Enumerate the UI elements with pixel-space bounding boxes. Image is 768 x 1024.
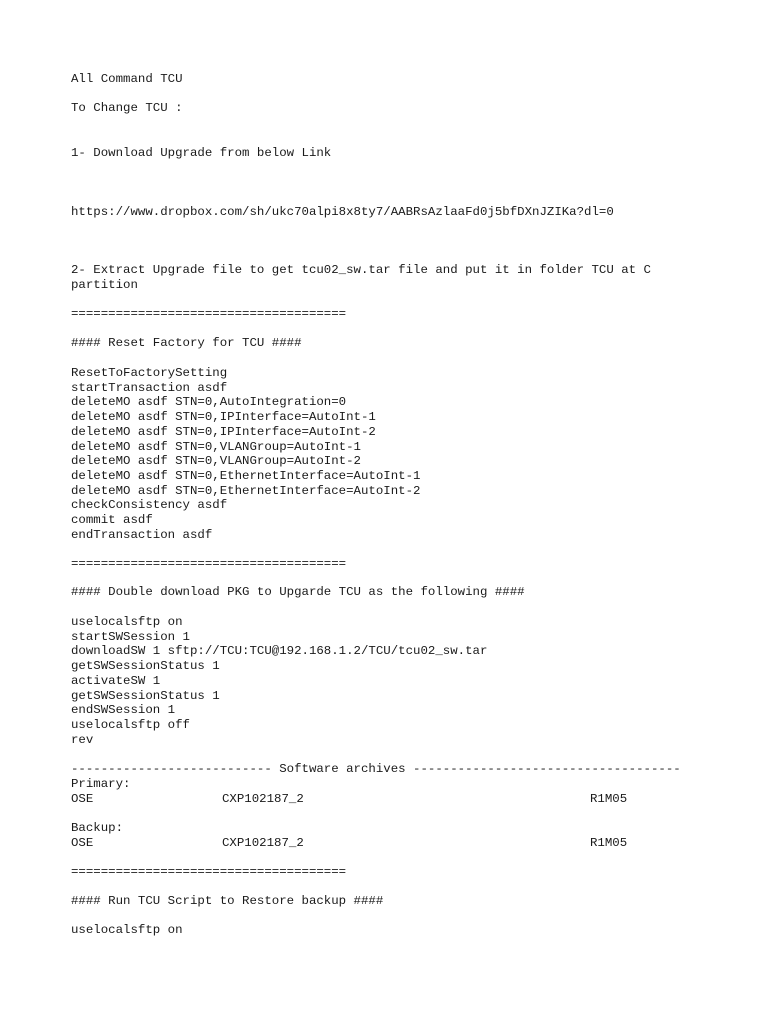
command-line: commit asdf	[71, 513, 153, 527]
command-line: deleteMO asdf STN=0,EthernetInterface=AutoInt-2	[71, 483, 421, 498]
archive-product: CXP102187_2	[222, 835, 304, 850]
download-section-header: #### Double download PKG to Upgarde TCU as the following ####	[71, 585, 525, 599]
reset-section-header: #### Reset Factory for TCU ####	[71, 336, 302, 350]
separator-line: =====================================	[71, 557, 347, 571]
command-line: startSWSession 1	[71, 629, 190, 644]
separator-line: =====================================	[71, 865, 347, 879]
command-line: getSWSessionStatus 1	[71, 659, 220, 674]
command-line: deleteMO asdf STN=0,IPInterface=AutoInt-1	[71, 410, 376, 425]
command-line: uselocalsftp on	[71, 615, 183, 629]
document-title: All Command TCU	[71, 72, 183, 86]
step-2-line-2: partition	[71, 278, 138, 292]
archive-product: CXP102187_2	[222, 791, 304, 806]
step-2-line-1: 2- Extract Upgrade file to get tcu02_sw.tar file and put it in folder TCU at C	[71, 263, 651, 277]
download-link: https://www.dropbox.com/sh/ukc70alpi8x8ty7/AABRsAzlaaFd0j5bfDXnJZIKa?dl=0	[71, 205, 614, 219]
command-line: getSWSessionStatus 1	[71, 688, 220, 703]
command-line: uselocalsftp off	[71, 717, 190, 732]
primary-label: Primary:	[71, 777, 131, 791]
command-line: activateSW 1	[71, 673, 161, 688]
command-line: deleteMO asdf STN=0,EthernetInterface=AutoInt-1	[71, 468, 421, 483]
command-line: deleteMO asdf STN=0,AutoIntegration=0	[71, 395, 347, 410]
command-line: downloadSW 1 sftp://TCU:TCU@192.168.1.2/TCU/tcu02_sw.tar	[71, 644, 488, 659]
restore-section-header: #### Run TCU Script to Restore backup ####	[71, 894, 384, 908]
archive-name: OSE	[71, 835, 94, 850]
command-line: endSWSession 1	[71, 703, 176, 718]
command-line: deleteMO asdf STN=0,IPInterface=AutoInt-2	[71, 424, 376, 439]
command-line: deleteMO asdf STN=0,VLANGroup=AutoInt-1	[71, 439, 361, 454]
archive-revision: R1M05	[590, 835, 628, 850]
command-line: checkConsistency asdf	[71, 498, 228, 513]
command-line: startTransaction asdf	[71, 380, 228, 395]
archive-name: OSE	[71, 791, 94, 806]
command-line: ResetToFactorySetting	[71, 366, 228, 380]
backup-archive-row	[71, 836, 711, 851]
command-line: uselocalsftp on	[71, 923, 183, 937]
backup-label: Backup:	[71, 821, 124, 835]
command-line: endTransaction asdf	[71, 527, 213, 542]
separator-line: =====================================	[71, 307, 347, 321]
archives-header: --------------------------- Software archives ------------------------------------	[71, 762, 681, 776]
step-1-line: 1- Download Upgrade from below Link	[71, 146, 332, 160]
archive-revision: R1M05	[590, 791, 628, 806]
primary-archive-row	[71, 792, 711, 807]
command-line: rev	[71, 732, 94, 747]
intro-line: To Change TCU :	[71, 101, 183, 115]
command-line: deleteMO asdf STN=0,VLANGroup=AutoInt-2	[71, 454, 361, 469]
